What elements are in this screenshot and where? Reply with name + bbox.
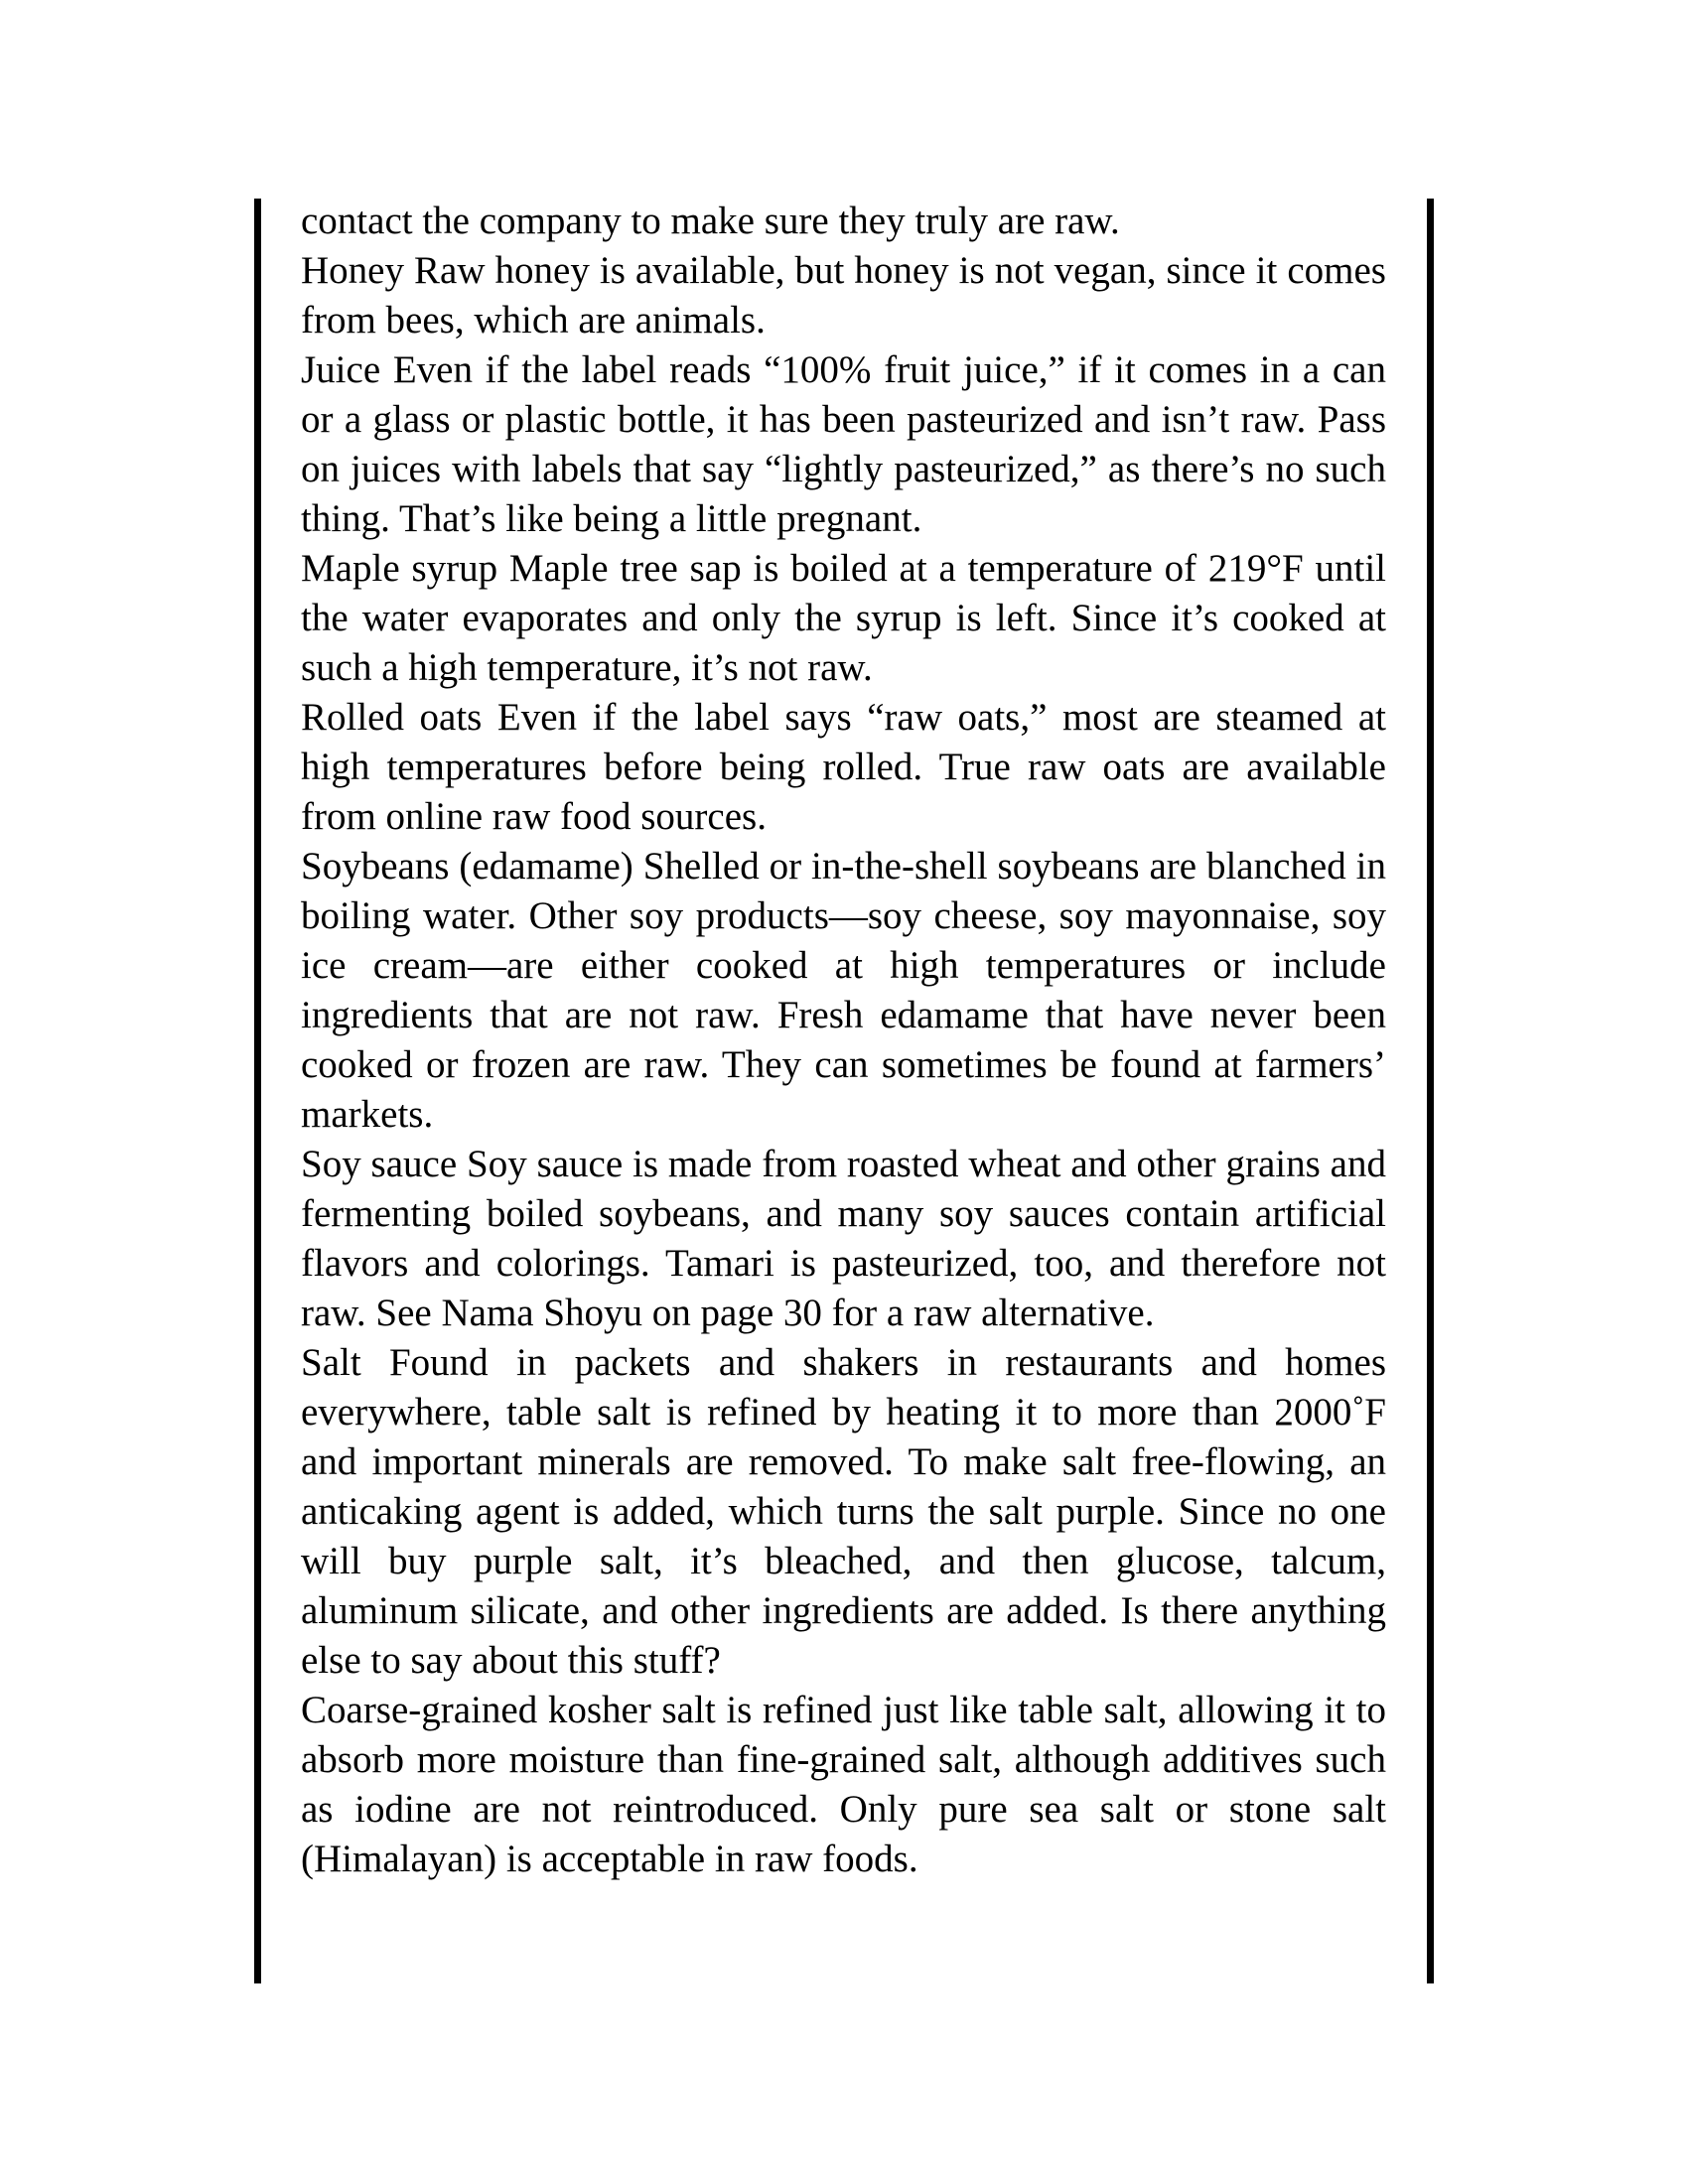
- left-margin-rule: [254, 199, 261, 1983]
- paragraph-kosher-salt: Coarse-grained kosher salt is refined just like table salt, allowing it to absorb more moisture than fine-grained salt, although additives such as iodine are not reintroduced. Only pure sea salt or stone salt (Himalayan) is acceptable in raw foods.: [301, 1689, 1386, 1880]
- body-text: [301, 197, 1386, 1884]
- right-margin-rule: [1427, 199, 1434, 1983]
- paragraph-continuation: contact the company to make sure they truly are raw.: [301, 200, 1120, 242]
- paragraph-juice: Juice Even if the label reads “100% fruit juice,” if it comes in a can or a glass or plastic bottle, it has been pasteurized and isn’t raw. Pass on juices with labels that say “lightly pasteurized,” as there’s no such thing. That’s like being a little pregnant.: [301, 348, 1386, 540]
- paragraph-soy-sauce: Soy sauce Soy sauce is made from roasted wheat and other grains and fermenting boiled soybeans, and many soy sauces contain artificial flavors and colorings. Tamari is pasteurized, too, and therefore not raw. See Nama Shoyu on page 30 for a raw alternative.: [301, 1143, 1386, 1334]
- paragraph-soybeans: Soybeans (edamame) Shelled or in-the-shell soybeans are blanched in boiling water. Other soy products—soy cheese, soy mayonnaise, soy ice cream—are either cooked at high temperatures or include ingredients that are not raw. Fresh edamame that have never been cooked or frozen are raw. They can sometimes be found at farmers’ markets.: [301, 845, 1386, 1136]
- paragraph-rolled-oats: Rolled oats Even if the label says “raw oats,” most are steamed at high temperatures before being rolled. True raw oats are available from online raw food sources.: [301, 696, 1386, 838]
- paragraph-honey: Honey Raw honey is available, but honey is not vegan, since it comes from bees, which are animals.: [301, 249, 1386, 341]
- paragraph-maple-syrup: Maple syrup Maple tree sap is boiled at a temperature of 219°F until the water evaporates and only the syrup is left. Since it’s cooked at such a high temperature, it’s not raw.: [301, 547, 1386, 689]
- paragraph-salt: Salt Found in packets and shakers in restaurants and homes everywhere, table salt is refined by heating it to more than 2000˚F and important minerals are removed. To make salt free-flowing, an anticaking agent is added, which turns the salt purple. Since no one will buy purple salt, it’s bleached, and then glucose, talcum, aluminum silicate, and other ingredients are added. Is there anything else to say about this stuff?: [301, 1341, 1386, 1682]
